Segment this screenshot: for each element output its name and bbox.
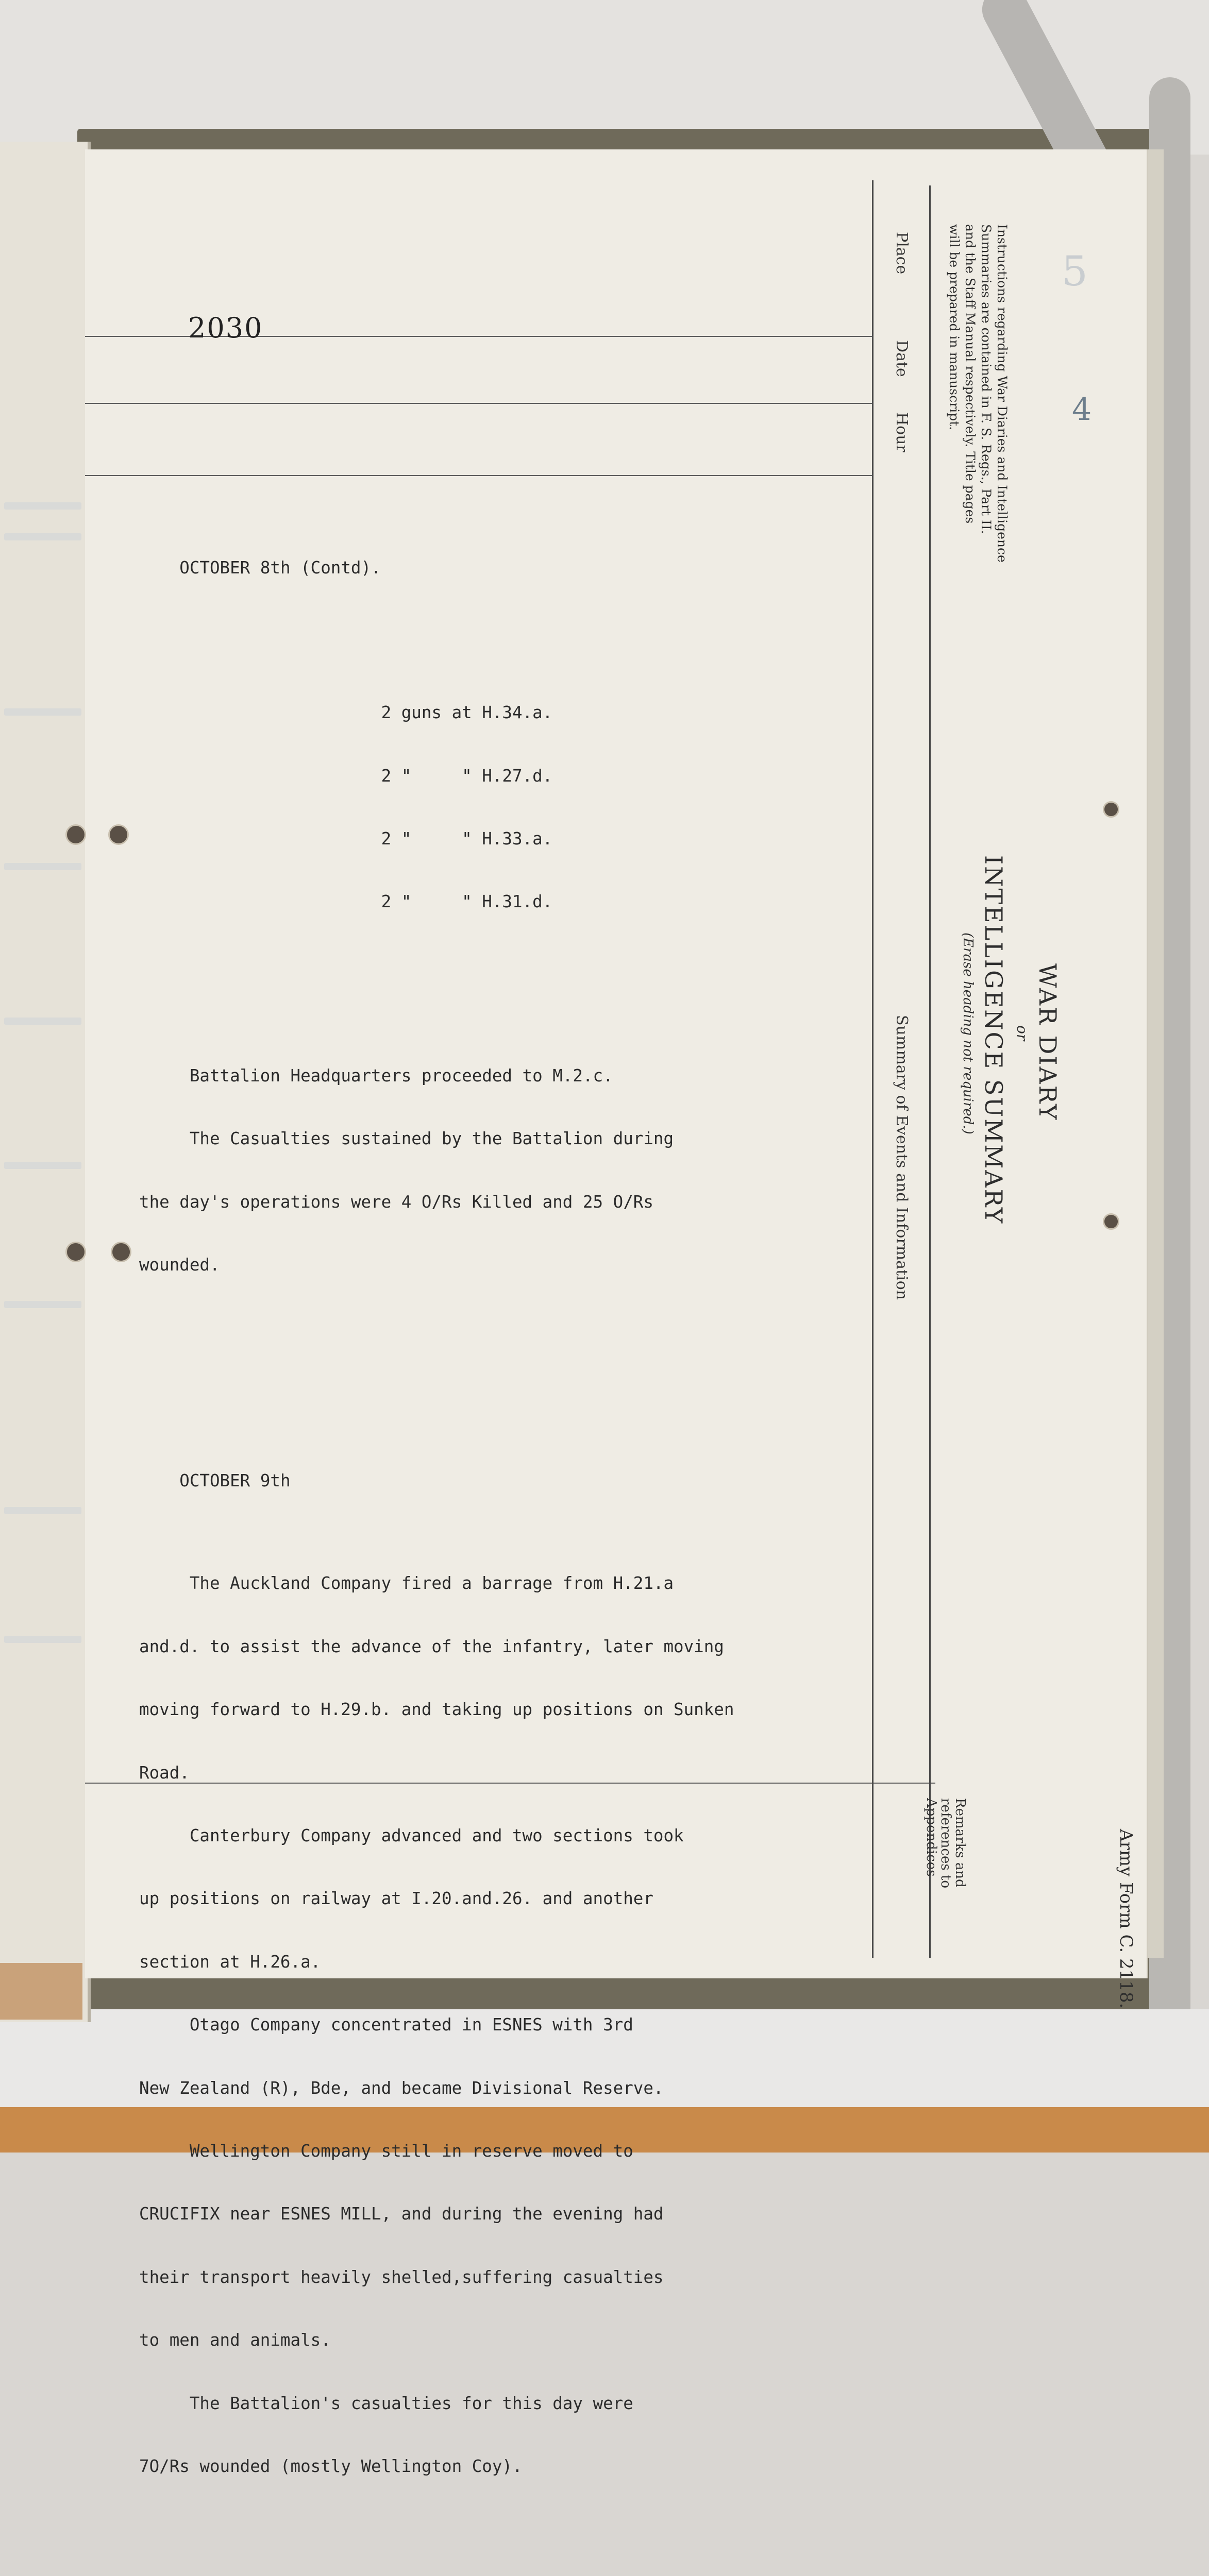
remarks-line: references to <box>938 1798 953 1889</box>
column-heading-date: Date <box>893 340 911 377</box>
text-line: Canterbury Company advanced and two sections took <box>139 1826 684 1846</box>
bleed-through-mark <box>4 502 81 510</box>
rule-line <box>85 403 874 404</box>
punch-hole <box>65 1242 86 1262</box>
gun-position-line: 2 " " H.33.a. <box>139 828 553 849</box>
bleed-through-mark <box>4 1018 81 1025</box>
pencil-folio-number: 4 <box>1072 392 1092 428</box>
column-divider-remarks <box>929 185 931 1958</box>
text-line: moving forward to H.29.b. and taking up positions on Sunken <box>139 1700 734 1720</box>
diary-entries <box>139 495 928 2576</box>
rule-line <box>85 475 874 476</box>
text-line: 7O/Rs wounded (mostly Wellington Coy). <box>139 2456 523 2476</box>
text-line: CRUCIFIX near ESNES MILL, and during the evening had <box>139 2204 664 2224</box>
army-form-number: Army Form C. 2118. <box>1116 1829 1136 2009</box>
entry-oct-8 <box>139 537 928 1318</box>
bleed-through-mark <box>4 1636 81 1643</box>
form-instructions <box>946 224 1010 563</box>
entry-oct-9 <box>139 1449 928 2519</box>
text-line: to men and animals. <box>139 2330 331 2350</box>
text-line: their transport heavily shelled,suffering casualties <box>139 2267 664 2287</box>
text-line: the day's operations were 4 O/Rs Killed and 25 O/Rs <box>139 1192 653 1212</box>
text-line: The Auckland Company fired a barrage from H.21.a <box>139 1573 674 1594</box>
form-title-intelligence-summary: INTELLIGENCE SUMMARY <box>980 855 1008 1225</box>
text-line: section at H.26.a. <box>139 1952 321 1972</box>
form-title-or: or <box>1014 1025 1031 1041</box>
document-number: 2030 <box>188 312 263 344</box>
gun-position-line: 2 " " H.27.d. <box>139 766 553 786</box>
text-line: The Battalion's casualties for this day were <box>139 2393 633 2413</box>
instruction-line: Summaries are contained in F. S. Regs., Part II. <box>979 224 994 534</box>
bleed-through-mark <box>4 1507 81 1514</box>
erase-heading-note: (Erase heading not required.) <box>960 933 976 1134</box>
text-line: Wellington Company still in reserve moved to <box>139 2141 633 2161</box>
punch-hole <box>1103 801 1119 818</box>
entry-heading: OCTOBER 9th <box>179 1471 291 1491</box>
text-line: New Zealand (R), Bde, and became Divisional Reserve. <box>139 2078 664 2098</box>
column-heading-place: Place <box>893 232 911 275</box>
column-heading-summary: Summary of Events and Information <box>893 1015 911 1300</box>
bleed-through-mark <box>4 1301 81 1308</box>
punch-hole <box>108 824 129 845</box>
entry-heading: OCTOBER 8th (Contd). <box>179 558 381 578</box>
bleed-through-mark <box>4 533 81 540</box>
text-line: wounded. <box>139 1255 220 1275</box>
gun-position-line: 2 " " H.31.d. <box>139 892 553 912</box>
column-heading-remarks <box>924 1798 967 1888</box>
instruction-line: Instructions regarding War Diaries and Intelligence <box>995 224 1010 563</box>
text-line: Battalion Headquarters proceeded to M.2.c. <box>139 1065 613 1086</box>
pencil-mark-corner: 5 <box>1062 247 1088 295</box>
punch-hole <box>65 824 86 845</box>
punch-hole <box>1103 1213 1119 1230</box>
punch-hole <box>111 1242 131 1262</box>
text-line: The Casualties sustained by the Battalion during <box>139 1129 674 1149</box>
text-line: and.d. to assist the advance of the infantry, later moving <box>139 1636 724 1656</box>
gun-position-line: 2 guns at H.34.a. <box>139 703 553 723</box>
text-line: Road. <box>139 1762 190 1783</box>
instruction-line: will be prepared in manuscript. <box>947 224 962 431</box>
bleed-through-mark <box>4 863 81 870</box>
bleed-through-mark <box>4 708 81 716</box>
spine-binding-strip <box>0 1963 82 2020</box>
instruction-line: and the Staff Manual respectively. Title pages <box>963 224 978 524</box>
remarks-line: Remarks and <box>952 1798 968 1888</box>
gun-positions <box>139 660 928 955</box>
left-facing-page <box>0 142 91 2022</box>
form-title-war-diary: WAR DIARY <box>1034 963 1062 1122</box>
bleed-through-mark <box>4 1162 81 1169</box>
text-line: up positions on railway at I.20.and.26. and another <box>139 1889 653 1909</box>
column-heading-hour: Hour <box>893 412 911 452</box>
text-line: Otago Company concentrated in ESNES with 3rd <box>139 2015 633 2035</box>
remarks-line: Appendices <box>923 1798 939 1877</box>
